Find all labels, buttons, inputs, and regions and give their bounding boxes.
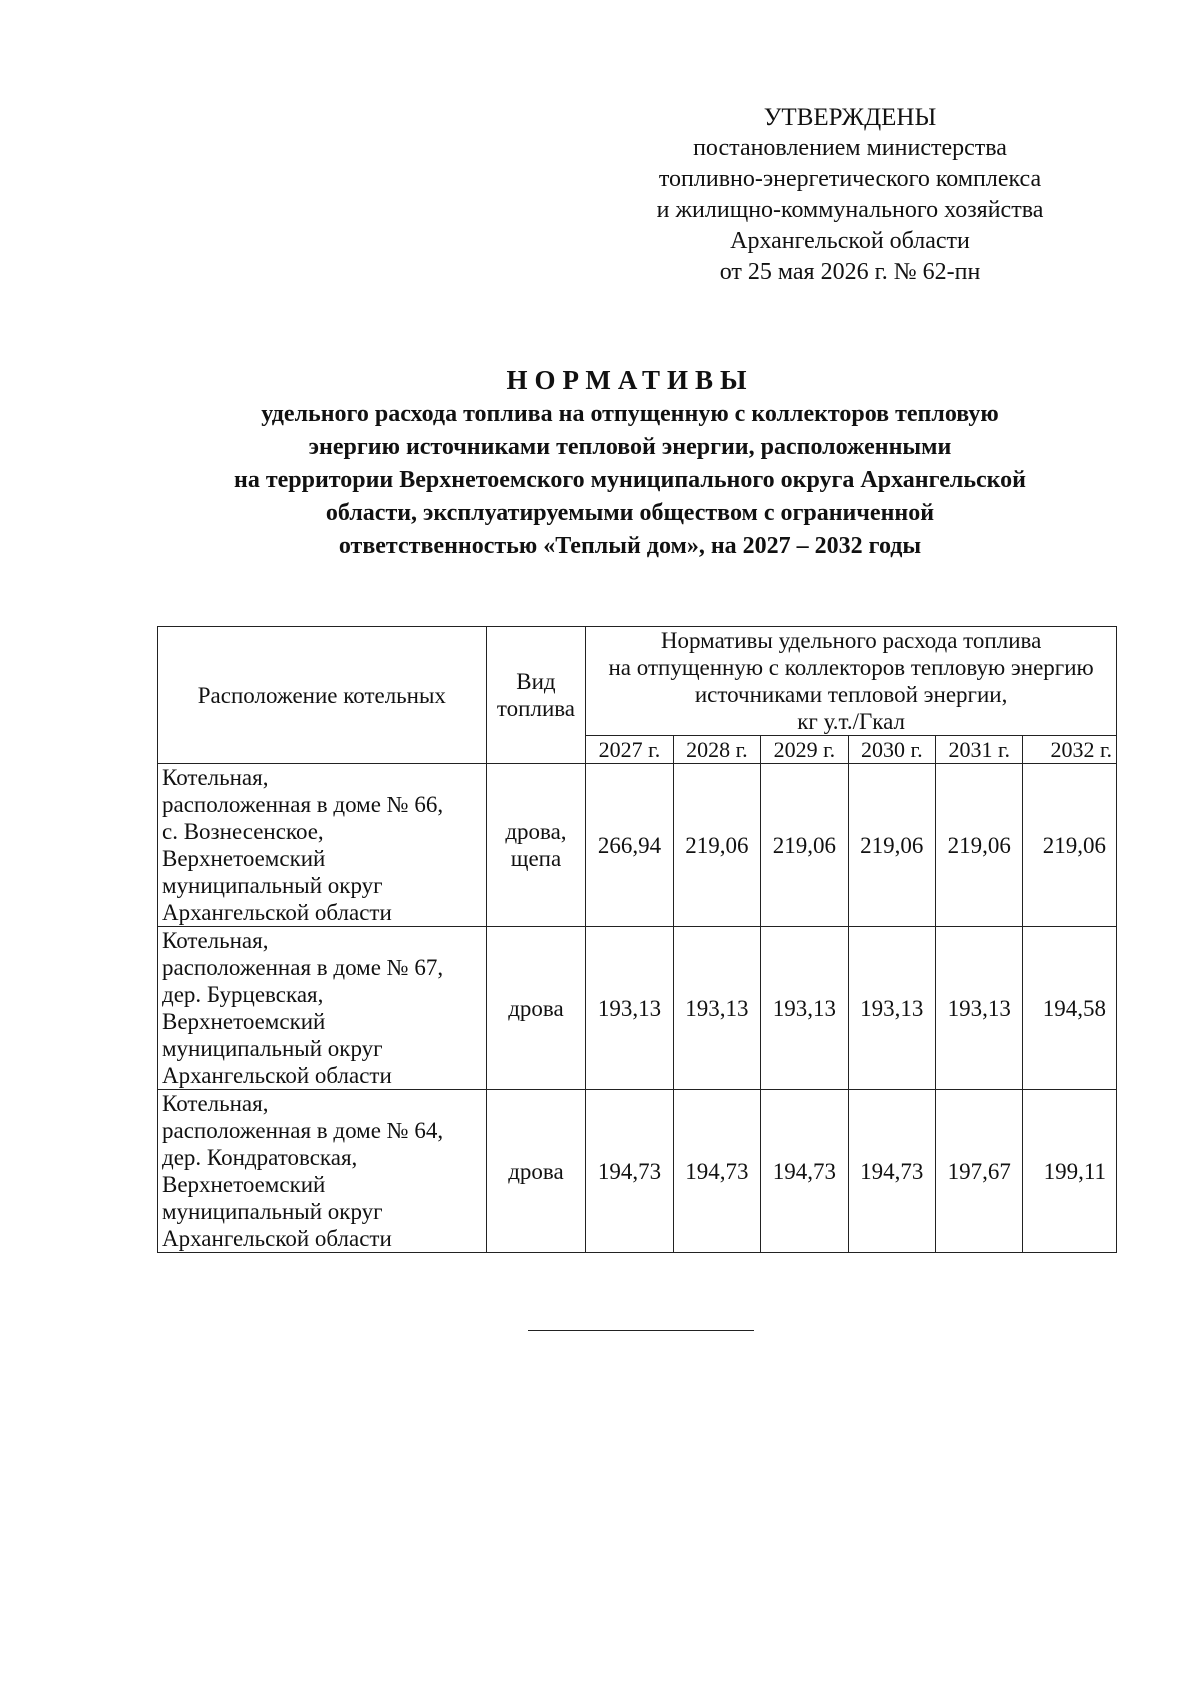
approval-block [600,102,1100,288]
cell-value: 193,13 [586,927,673,1090]
location-line: Котельная, [162,765,269,790]
table-header-row [158,627,1117,736]
cell-value: 219,06 [673,764,760,927]
subtitle-line: энергию источниками тепловой энергии, расположенными [308,434,952,460]
cell-value: 194,58 [1023,927,1117,1090]
approval-line: Архангельской области [730,228,970,254]
cell-location [158,927,487,1090]
cell-value: 266,94 [586,764,673,927]
cell-value: 194,73 [673,1090,760,1253]
location-line: Котельная, [162,1091,269,1116]
header-norms [586,627,1117,736]
cell-location [158,764,487,927]
location-line: дер. Кондратовская, [162,1145,358,1170]
location-line: муниципальный округ [162,1199,383,1224]
cell-value: 197,67 [936,1090,1023,1253]
cell-value: 199,11 [1023,1090,1117,1253]
cell-value: 219,06 [761,764,848,927]
approval-line: топливно-энергетического комплекса [658,166,1042,192]
header-year: 2032 г. [1023,736,1117,764]
cell-location [158,1090,487,1253]
cell-value: 193,13 [673,927,760,1090]
location-line: муниципальный округ [162,873,383,898]
cell-fuel-type [486,764,586,927]
cell-value: 194,73 [761,1090,848,1253]
header-year: 2027 г. [586,736,673,764]
header-norms-line: источниками тепловой энергии, [694,682,1008,707]
cell-value: 194,73 [586,1090,673,1253]
document-title-block [150,362,1110,563]
location-line: Верхнетоемский [162,1172,326,1197]
location-line: Верхнетоемский [162,846,326,871]
header-norms-line: на отпущенную с коллекторов тепловую энергию [608,655,1094,680]
fuel-line: дрова [508,1158,564,1184]
location-line: Котельная, [162,928,269,953]
fuel-line: щепа [510,846,562,871]
document-subtitle [150,398,1110,563]
header-fuel-type [486,627,586,764]
location-line: Архангельской области [162,1226,392,1251]
approval-line: и жилищно-коммунального хозяйства [656,197,1044,223]
approval-line: постановлением министерства [693,135,1007,161]
header-year: 2029 г. [761,736,848,764]
header-norms-unit: кг у.т./Гкал [797,709,905,734]
approval-date-line: от 25 мая 2026 г. № 62-пн [719,259,981,285]
location-line: Архангельской области [162,900,392,925]
header-norms-line: Нормативы удельного расхода топлива [660,628,1042,653]
cell-fuel-type [486,1090,586,1253]
header-year: 2028 г. [673,736,760,764]
subtitle-line: ответственностью «Теплый дом», на 2027 – 2032 годы [338,533,922,559]
table-row [158,764,1117,927]
header-year: 2031 г. [936,736,1023,764]
cell-value: 193,13 [761,927,848,1090]
table-row [158,1090,1117,1253]
fuel-line: дрова, [505,819,567,844]
cell-value: 193,13 [936,927,1023,1090]
header-year: 2030 г. [848,736,935,764]
header-location: Расположение котельных [158,627,487,764]
cell-value: 194,73 [848,1090,935,1253]
cell-fuel-type [486,927,586,1090]
subtitle-line: на территории Верхнетоемского муниципального округа Архангельской [233,467,1026,493]
location-line: с. Вознесенское, [162,819,324,844]
norms-table [157,626,1117,1253]
location-line: расположенная в доме № 67, [162,955,444,980]
header-fuel-line: Вид [516,669,556,694]
subtitle-line: области, эксплуатируемыми обществом с ограниченной [325,500,935,526]
location-line: дер. Бурцевская, [162,982,324,1007]
cell-value: 193,13 [848,927,935,1090]
subtitle-line: удельного расхода топлива на отпущенную с коллекторов тепловую [261,401,999,427]
location-line: муниципальный округ [162,1036,383,1061]
location-line: расположенная в доме № 64, [162,1118,444,1143]
location-line: расположенная в доме № 66, [162,792,444,817]
cell-value: 219,06 [848,764,935,927]
cell-value: 219,06 [1023,764,1117,927]
location-line: Архангельской области [162,1063,392,1088]
end-separator-line [528,1330,754,1331]
location-line: Верхнетоемский [162,1009,326,1034]
approval-heading: УТВЕРЖДЕНЫ [763,104,937,131]
table-row [158,927,1117,1090]
document-title: НОРМАТИВЫ [506,365,754,395]
fuel-line: дрова [508,995,564,1021]
header-fuel-line: топлива [496,696,576,721]
cell-value: 219,06 [936,764,1023,927]
